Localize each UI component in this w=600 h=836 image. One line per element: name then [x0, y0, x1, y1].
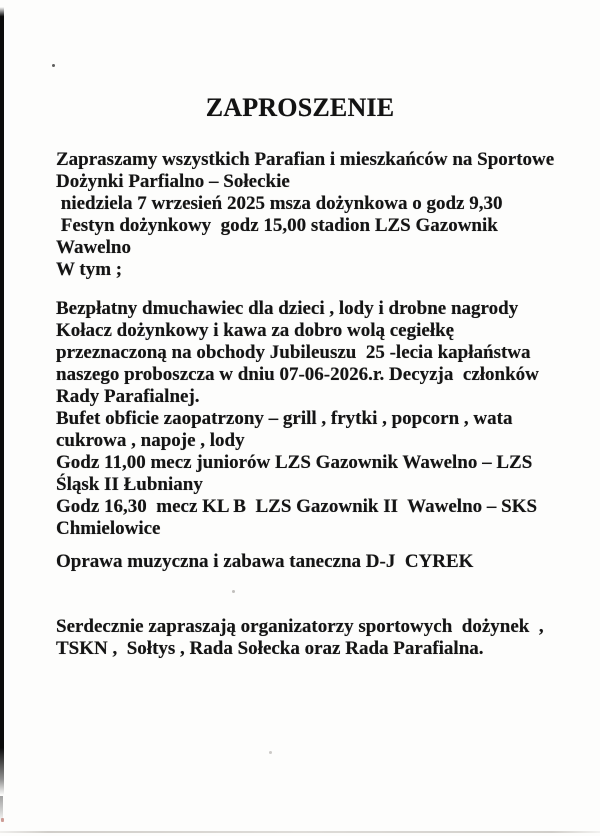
scan-artifact-left-edge [0, 7, 4, 795]
text-line: Godz 11,00 mecz juniorów LZS Gazownik Wawelno – LZS [56, 452, 533, 473]
paragraph-music [56, 551, 570, 573]
scan-speck [269, 751, 272, 754]
text-line: Bezpłatny dmuchawiec dla dzieci , lody i drobne nagrody [56, 298, 519, 319]
text-line: Bufet obficie zaopatrzony – grill , frytki , popcorn , wata [56, 408, 513, 429]
text-line: naszego proboszcza w dniu 07-06-2026.r. Decyzja członków [56, 364, 539, 385]
paragraph-intro [56, 149, 570, 281]
text-line: TSKN , Sołtys , Rada Sołecka oraz Rada Parafialna. [56, 638, 484, 659]
text-line: niedziela 7 wrzesień 2025 msza dożynkowa o godz 9,30 [56, 193, 503, 214]
text-line: Oprawa muzyczna i zabawa taneczna D-J CYREK [56, 551, 474, 572]
text-line: Śląsk II Łubniany [56, 474, 203, 495]
scan-artifact-bottom-line [0, 831, 600, 833]
text-line: Wawelno [56, 237, 131, 258]
text-line: Serdecznie zapraszają organizatorzy sportowych dożynek , [56, 616, 544, 637]
text-line: Festyn dożynkowy godz 15,00 stadion LZS Gazownik [56, 215, 498, 236]
document-title: ZAPROSZENIE [205, 93, 395, 122]
text-line: Chmielowice [56, 518, 161, 539]
text-line: przeznaczoną na obchody Jubileuszu 25 -lecia kapłaństwa [56, 342, 531, 363]
paragraph-closing [56, 616, 570, 660]
text-line: W tym ; [56, 259, 123, 280]
text-line: cukrowa , napoje , lody [56, 430, 245, 451]
text-line: Kołacz dożynkowy i kawa za dobro wolą cegiełkę [56, 320, 455, 341]
paragraph-details [56, 298, 570, 540]
scan-speck [1, 818, 4, 822]
text-line: Zapraszamy wszystkich Parafian i mieszkańców na Sportowe [56, 149, 555, 170]
document-body [56, 149, 570, 660]
scan-speck [52, 64, 55, 67]
text-line: Godz 16,30 mecz KL B LZS Gazownik II Wawelno – SKS [56, 496, 538, 517]
text-line: Rady Parafialnej. [56, 386, 200, 407]
text-line: Dożynki Parfialno – Sołeckie [56, 171, 290, 192]
